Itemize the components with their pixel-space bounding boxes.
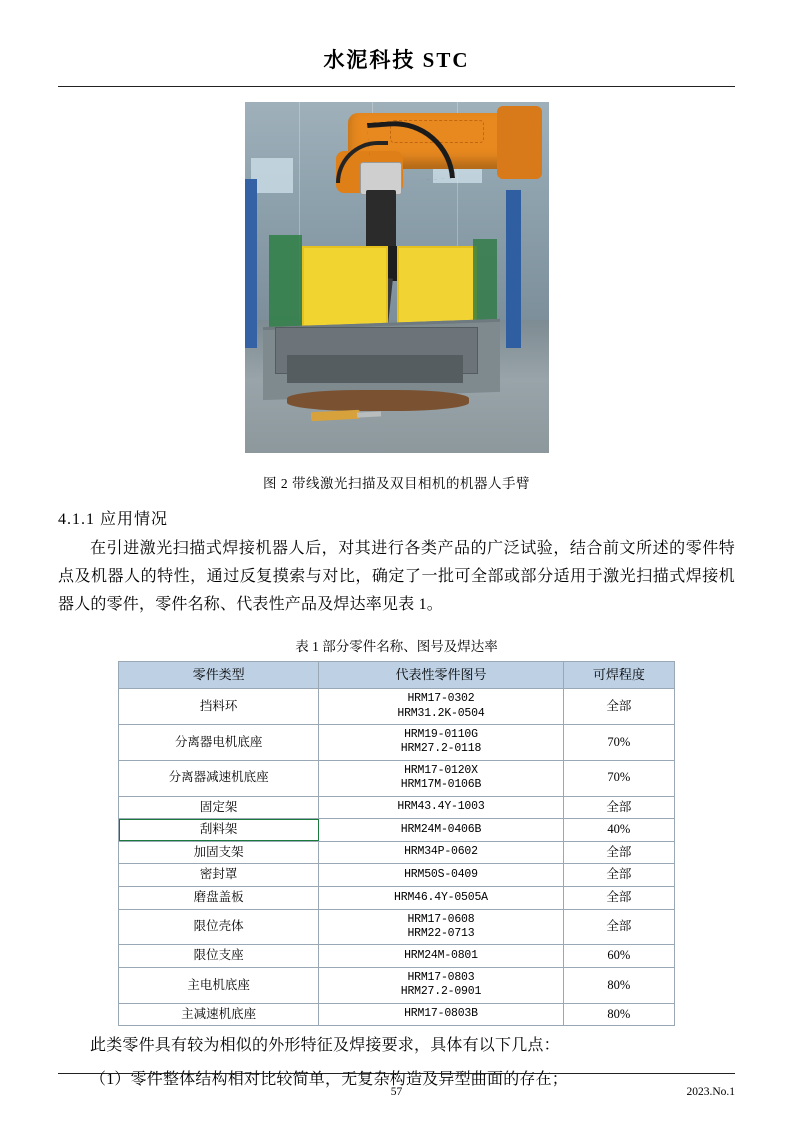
cell-part-type: 主电机底座	[119, 968, 319, 1004]
journal-title: 水泥科技 STC	[323, 48, 470, 72]
cell-weld-rate: 60%	[563, 945, 674, 968]
rusty-edge	[287, 390, 469, 411]
cell-part-code	[319, 968, 564, 1004]
part-code-line: HRM17-0803B	[404, 1007, 478, 1021]
footer-divider	[58, 1073, 735, 1074]
cell-weld-rate: 70%	[563, 760, 674, 796]
cell-part-code	[319, 841, 564, 864]
cell-part-code	[319, 725, 564, 761]
steel-workpiece-lower	[287, 355, 463, 383]
welding-tool-mount	[366, 190, 396, 253]
part-code-line: HRM24M-0406B	[400, 822, 482, 836]
col-part-code: 代表性零件图号	[319, 662, 564, 689]
part-code-line: HRM24M-0801	[404, 949, 478, 962]
cell-part-code	[319, 909, 564, 945]
cell-part-code	[319, 864, 564, 887]
cell-part-type: 限位壳体	[119, 909, 319, 945]
table-row	[119, 887, 675, 910]
header-divider	[58, 86, 735, 87]
col-part-type: 零件类型	[119, 662, 319, 689]
yellow-welding-screen	[397, 246, 477, 327]
table-row	[119, 819, 675, 842]
page-number: 57	[390, 1086, 403, 1098]
cell-weld-rate: 全部	[563, 909, 674, 945]
part-code-line: HRM19-0110G	[404, 728, 478, 741]
cell-weld-rate: 全部	[563, 796, 674, 819]
page-header	[0, 44, 793, 74]
part-code-line: HRM27.2-0118	[400, 742, 482, 756]
part-code-line: HRM50S-0409	[404, 868, 478, 881]
part-code-line: HRM27.2-0901	[400, 985, 482, 999]
table-row	[119, 689, 675, 725]
table-caption: 表 1 部分零件名称、图号及焊达率	[295, 639, 498, 654]
table-row	[119, 968, 675, 1004]
table-row	[119, 841, 675, 864]
cell-weld-rate: 70%	[563, 725, 674, 761]
parts-table	[118, 661, 675, 1026]
cell-part-type: 挡料环	[119, 689, 319, 725]
blue-post	[245, 179, 257, 347]
cell-part-type: 分离器减速机底座	[119, 760, 319, 796]
cell-part-type: 加固支架	[119, 841, 319, 864]
part-code-line: HRM22-0713	[407, 927, 475, 940]
window	[251, 158, 294, 193]
cell-weld-rate: 全部	[563, 689, 674, 725]
paragraph-features: 此类零件具有较为相似的外形特征及焊接要求，具体有以下几点：	[90, 1037, 560, 1055]
paragraph-application: 在引进激光扫描式焊接机器人后，对其进行各类产品的广泛试验，结合前文所述的零件特点及机器人的特性，通过反复摸索与对比，确定了一批可全部或部分适用于激光扫描式焊接机器人的零件，零件名称、代表性产品及焊达率见表 1。	[58, 540, 735, 613]
cell-part-code	[319, 819, 564, 842]
cell-part-code	[319, 689, 564, 725]
col-weld-rate: 可焊程度	[563, 662, 674, 689]
cell-weld-rate: 80%	[563, 968, 674, 1004]
part-code-line: HRM17M-0106B	[400, 778, 482, 792]
part-code-line: HRM17-0302	[407, 692, 475, 706]
issue-label: 2023.No.1	[686, 1086, 735, 1098]
cell-part-type: 刮料架	[119, 819, 319, 842]
page-footer	[58, 1086, 735, 1098]
cell-part-code	[319, 760, 564, 796]
cell-part-type: 分离器电机底座	[119, 725, 319, 761]
table-row	[119, 760, 675, 796]
cell-weld-rate: 全部	[563, 841, 674, 864]
cell-part-type: 密封罩	[119, 864, 319, 887]
cell-part-code	[319, 945, 564, 968]
figure-caption: 图 2 带线激光扫描及双目相机的机器人手臂	[263, 476, 530, 491]
paragraph-item-1: （1）零件整体结构相对比较简单，无复杂构造及异型曲面的存在；	[90, 1071, 569, 1089]
cell-weld-rate: 全部	[563, 887, 674, 910]
part-code-line: HRM17-0120X	[404, 763, 478, 777]
cell-part-code	[319, 796, 564, 819]
part-code-line: HRM46.4Y-0505A	[394, 890, 488, 904]
table-row	[119, 945, 675, 968]
part-code-line: HRM17-0608	[407, 912, 475, 926]
table-row	[119, 796, 675, 819]
cell-part-code	[319, 887, 564, 910]
green-safety-screen	[269, 235, 302, 333]
cell-part-code	[319, 1003, 564, 1026]
part-code-line: HRM17-0803	[407, 971, 475, 984]
cell-part-type: 磨盘盖板	[119, 887, 319, 910]
robot-arm-photo	[245, 102, 549, 453]
blue-post	[506, 190, 521, 348]
figure-block	[58, 102, 735, 492]
cell-part-type: 限位支座	[119, 945, 319, 968]
cell-weld-rate: 40%	[563, 819, 674, 842]
page-content	[58, 98, 735, 1094]
cell-weld-rate: 80%	[563, 1003, 674, 1026]
robot-base-joint	[497, 106, 543, 180]
part-code-line: HRM43.4Y-1003	[397, 800, 485, 814]
table-header-row	[119, 662, 675, 689]
yellow-welding-screen	[302, 246, 388, 327]
table-body	[119, 689, 675, 1026]
table-row	[119, 909, 675, 945]
cell-part-type: 固定架	[119, 796, 319, 819]
table-row	[119, 864, 675, 887]
section-heading: 4.1.1 应用情况	[58, 511, 169, 528]
part-code-line: HRM31.2K-0504	[397, 706, 485, 720]
table-row	[119, 1003, 675, 1026]
cell-weld-rate: 全部	[563, 864, 674, 887]
cell-part-type: 主减速机底座	[119, 1003, 319, 1026]
part-code-line: HRM34P-0602	[404, 845, 478, 859]
green-safety-screen	[473, 239, 497, 330]
table-row	[119, 725, 675, 761]
